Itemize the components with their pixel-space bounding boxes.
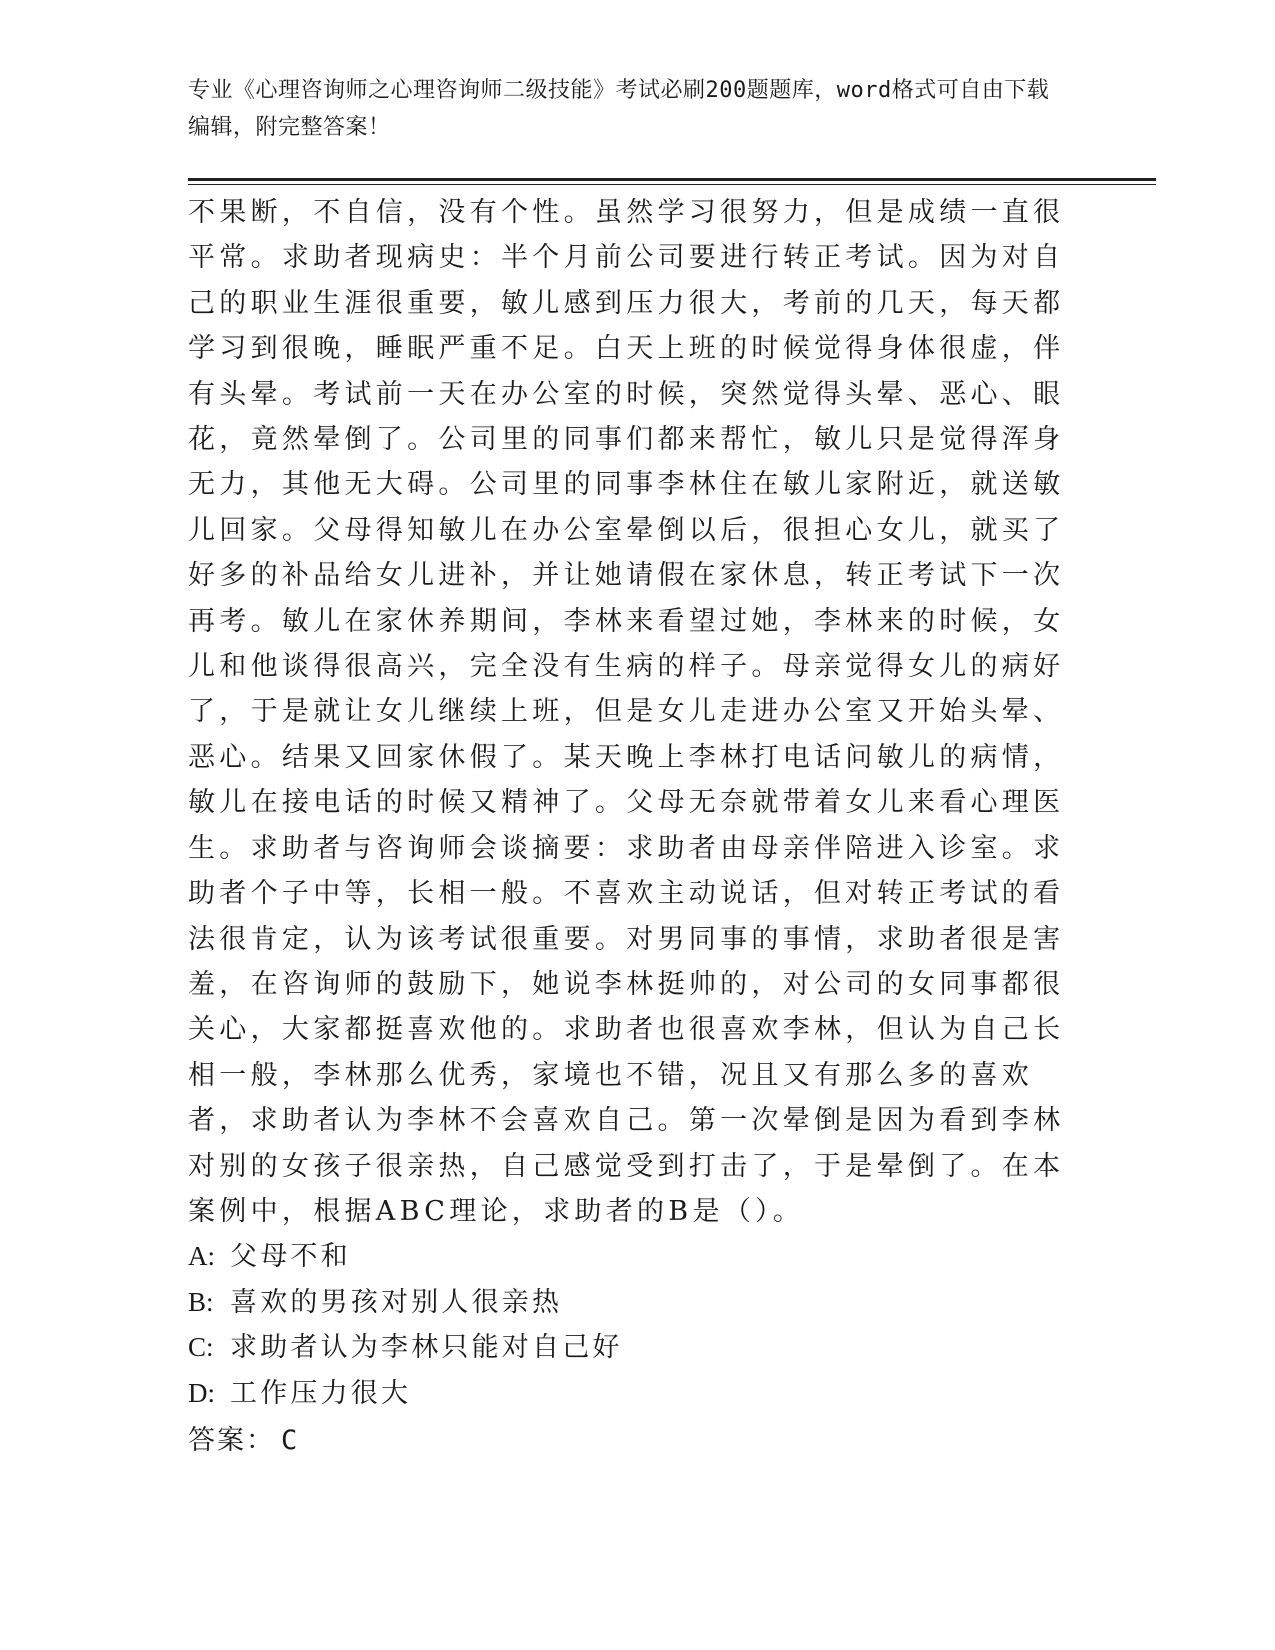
answer-line [188,1418,1068,1463]
option-text: 喜欢的男孩对别人很亲热 [230,1286,563,1318]
document-header: 专业《心理咨询师之心理咨询师二级技能》考试必刷200题题库，word格式可自由下载编辑，附完整答案！ [188,78,1050,140]
question-block [188,190,1068,1463]
answer-label: 答案： [188,1424,275,1456]
option-text: 父母不和 [230,1241,351,1273]
option-key: A: [188,1241,215,1272]
header-divider-thin [188,184,1156,185]
option-key: D: [188,1377,215,1408]
option-key: B: [188,1286,214,1317]
question-stem: 不果断，不自信，没有个性。虽然学习很努力，但是成绩一直很平常。求助者现病史：半个月前公司要进行转正考试。因为对自己的职业生涯很重要，敏儿感到压力很大，考前的几天，每天都学习到很晚，睡眠严重不足。白天上班的时候觉得身体很虚，伴有头晕。考试前一天在办公室的时候，突然觉得头晕、恶心、眼花，竟然晕倒了。公司里的同事们都来帮忙，敏儿只是觉得浑身无力，其他无大碍。公司里的同事李林住在敏儿家附近，就送敏儿回家。父母得知敏儿在办公室晕倒以后，很担心女儿，就买了好多的补品给女儿进补，并让她请假在家休息，转正考试下一次再考。敏儿在家休养期间，李林来看望过她，李林来的时候，女儿和他谈得很高兴，完全没有生病的样子。母亲觉得女儿的病好了，于是就让女儿继续上班，但是女儿走进办公室又开始头晕、恶心。结果又回家休假了。某天晚上李林打电话问敏儿的病情，敏儿在接电话的时候又精神了。父母无奈就带着女儿来看心理医生。求助者与咨询师会谈摘要：求助者由母亲伴陪进入诊室。求助者个子中等，长相一般。不喜欢主动说话，但对转正考试的看法很肯定，认为该考试很重要。对男同事的事情，求助者很是害羞，在咨询师的鼓励下，她说李林挺帅的，对公司的女同事都很关心，大家都挺喜欢他的。求助者也很喜欢李林，但认为自己长相一般，李林那么优秀，家境也不错，况且又有那么多的喜欢者，求助者认为李林不会喜欢自己。第一次晕倒是因为看到李林对别的女孩子很亲热，自己感觉受到打击了，于是晕倒了。在本案例中，根据ABC理论，求助者的B是（）。 [188,197,1065,1227]
answer-value: C [281,1424,300,1456]
option-a [188,1234,1068,1279]
option-d [188,1371,1068,1416]
header-divider-thick [188,178,1156,181]
option-b [188,1280,1068,1325]
option-c [188,1325,1068,1370]
option-text: 求助者认为李林只能对自己好 [230,1332,623,1364]
option-text: 工作压力很大 [230,1377,412,1409]
option-list [188,1234,1068,1416]
option-key: C: [188,1332,214,1363]
